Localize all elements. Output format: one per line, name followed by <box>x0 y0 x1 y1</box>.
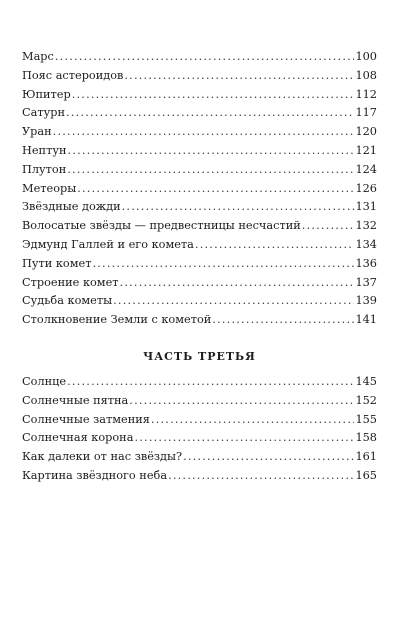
toc-entry[interactable] <box>22 392 377 411</box>
toc-dot-leader <box>53 123 355 142</box>
toc-dot-leader <box>92 255 354 274</box>
toc-entry[interactable] <box>22 142 377 161</box>
toc-entry-page: 139 <box>355 294 377 308</box>
toc-dot-leader <box>67 161 354 180</box>
toc-dot-leader <box>195 236 355 255</box>
toc-entry[interactable] <box>22 373 377 392</box>
toc-entry-page: 152 <box>355 393 377 407</box>
toc-entry-title: Уран <box>22 125 52 139</box>
toc-dot-leader <box>151 411 355 430</box>
toc-entry-title: Солнечные затмения <box>22 412 150 426</box>
toc-entry[interactable] <box>22 198 377 217</box>
toc-dot-leader <box>68 142 355 161</box>
toc-entry-page: 131 <box>355 200 377 214</box>
toc-entry-title: Сатурн <box>22 106 66 120</box>
toc-entry[interactable] <box>22 161 377 180</box>
toc-entry-title: Пояс астероидов <box>22 68 124 82</box>
toc-entry-title: Солнечная корона <box>22 431 134 445</box>
toc-dot-leader <box>77 180 354 199</box>
toc-dot-leader <box>66 104 354 123</box>
toc-dot-leader <box>124 67 354 86</box>
toc-dot-leader <box>113 292 354 311</box>
toc-dot-leader <box>183 448 354 467</box>
toc-entry[interactable] <box>22 180 377 199</box>
toc-entry-title: Юпитер <box>22 87 71 101</box>
toc-entry[interactable] <box>22 123 377 142</box>
toc-entry-page: 145 <box>355 374 377 388</box>
toc-entry[interactable] <box>22 467 377 486</box>
toc-entry[interactable] <box>22 236 377 255</box>
toc-entry-page: 121 <box>355 143 377 157</box>
toc-entry[interactable] <box>22 86 377 105</box>
toc-entry[interactable] <box>22 255 377 274</box>
toc-entry-title: Марс <box>22 50 54 63</box>
toc-entry-page: 100 <box>355 50 377 63</box>
toc-entry-page: 141 <box>355 313 377 327</box>
toc-entry-title: Нептун <box>22 143 67 157</box>
toc-dot-leader <box>212 311 354 330</box>
toc-entry-title: Метеоры <box>22 181 77 195</box>
toc-entry-title: Солнечные пятна <box>22 393 129 407</box>
toc-entry-title: Солнце <box>22 374 67 388</box>
toc-entry-title: Судьба кометы <box>22 294 113 308</box>
toc-entry-page: 158 <box>355 431 377 445</box>
toc-entry-page: 137 <box>355 275 377 289</box>
toc-dot-leader <box>122 198 355 217</box>
toc-entry-page: 117 <box>355 106 377 120</box>
toc-entry-title: Строение комет <box>22 275 119 289</box>
toc-dot-leader <box>120 274 355 293</box>
toc-dot-leader <box>129 392 354 411</box>
table-of-contents <box>22 48 377 486</box>
toc-entry-title: Пути комет <box>22 256 92 270</box>
toc-entry-page: 161 <box>355 450 377 464</box>
toc-entry[interactable] <box>22 217 377 236</box>
toc-entry-title: Звёздные дожди <box>22 200 121 214</box>
toc-entry[interactable] <box>22 104 377 123</box>
section-heading: ЧАСТЬ ТРЕТЬЯ <box>143 349 256 363</box>
toc-entry[interactable] <box>22 311 377 330</box>
toc-entry-page: 124 <box>355 162 377 176</box>
toc-entry-title: Столкновение Земли с кометой <box>22 313 212 327</box>
toc-entry[interactable] <box>22 48 377 67</box>
toc-entry-title: Плутон <box>22 162 67 176</box>
toc-dot-leader <box>72 86 355 105</box>
toc-entry[interactable] <box>22 67 377 86</box>
toc-entry-page: 155 <box>355 412 377 426</box>
toc-dot-leader <box>67 373 354 392</box>
toc-entry-page: 132 <box>355 219 377 233</box>
toc-entry[interactable] <box>22 429 377 448</box>
toc-entry-page: 134 <box>355 237 377 251</box>
toc-entry-title: Картина звёздного неба <box>22 468 168 482</box>
toc-entry-title: Эдмунд Галлей и его комета <box>22 237 194 251</box>
toc-entry[interactable] <box>22 411 377 430</box>
toc-entry-page: 108 <box>355 68 377 82</box>
toc-entry-page: 165 <box>355 468 377 482</box>
toc-entry-page: 112 <box>355 87 377 101</box>
toc-entry[interactable] <box>22 292 377 311</box>
toc-dot-leader <box>134 429 354 448</box>
toc-dot-leader <box>55 48 355 67</box>
toc-entry-title: Волосатые звёзды — предвестницы несчастий <box>22 219 301 233</box>
toc-dot-leader <box>168 467 354 486</box>
toc-dot-leader <box>302 217 355 236</box>
toc-entry-page: 126 <box>355 181 377 195</box>
toc-entry[interactable] <box>22 448 377 467</box>
toc-entry-page: 120 <box>355 125 377 139</box>
toc-entry[interactable] <box>22 274 377 293</box>
toc-entry-title: Как далеки от нас звёзды? <box>22 450 183 464</box>
toc-entry-page: 136 <box>355 256 377 270</box>
